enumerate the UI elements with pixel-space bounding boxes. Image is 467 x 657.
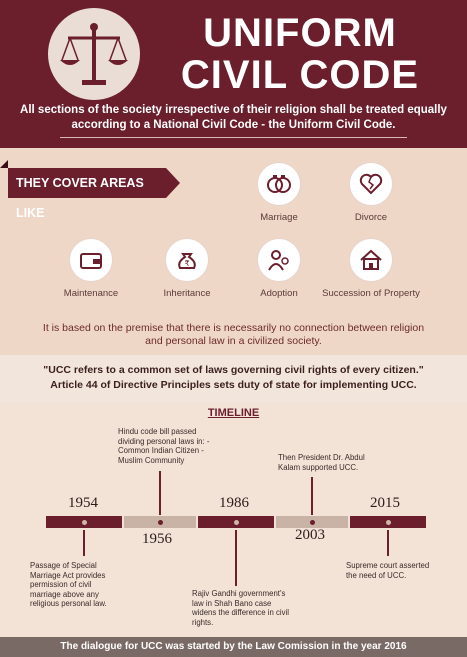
money-bag-icon xyxy=(165,238,209,282)
wallet-icon xyxy=(69,238,113,282)
timeline-dot xyxy=(158,520,163,525)
area-label: Adoption xyxy=(260,288,298,299)
premise-text: It is based on the premise that there is necessarily no connection between religion and personal law in a civilized society. xyxy=(42,322,425,347)
covers-section xyxy=(0,148,467,355)
rings-icon xyxy=(257,162,301,206)
title-line-1: UNIFORM xyxy=(203,11,397,55)
broken-heart-icon xyxy=(349,162,393,206)
quote-section xyxy=(0,355,467,403)
timeline-dot xyxy=(386,520,391,525)
area-label: Maintenance xyxy=(63,288,119,299)
svg-text:₹: ₹ xyxy=(184,259,190,268)
divider xyxy=(60,137,407,138)
year-1986: 1986 xyxy=(219,495,249,511)
banner-fold xyxy=(0,160,8,168)
timeline-title: TIMELINE xyxy=(207,407,260,419)
connector-1986 xyxy=(235,530,237,586)
timeline-dot xyxy=(234,520,239,525)
area-label: Inheritance xyxy=(163,288,211,299)
subtitle: All sections of the society irrespective of their religion shall be treated equally according to a National Civil Code - the Uniform Civil Code. xyxy=(20,104,447,131)
note-2015: Supreme court asserted the need of UCC. xyxy=(346,561,430,580)
area-label: Divorce xyxy=(354,212,388,223)
connector-1956 xyxy=(159,471,161,515)
note-1986: Rajiv Gandhi government's law in Shah Bano case widens the difference in civil rights. xyxy=(192,589,289,627)
area-divorce xyxy=(316,162,426,223)
quote-line-1: "UCC refers to a common set of laws governing civil rights of every citizen." xyxy=(43,364,424,376)
mother-child-icon xyxy=(257,238,301,282)
timeline-section xyxy=(0,403,467,637)
connector-2015 xyxy=(387,530,389,556)
year-1954: 1954 xyxy=(68,495,98,511)
area-succession xyxy=(316,238,426,299)
year-1956: 1956 xyxy=(142,531,172,547)
quote-line-2: Article 44 of Directive Principles sets duty of state for implementing UCC. xyxy=(50,379,417,391)
area-label: Succession of Property xyxy=(322,288,420,299)
header xyxy=(0,0,467,148)
footer: The dialogue for UCC was started by the Law Comission in the year 2016 xyxy=(0,637,467,657)
note-2003: Then President Dr. Abdul Kalam supported UCC. xyxy=(278,453,365,472)
quote-text xyxy=(10,363,457,393)
connector-2003 xyxy=(311,477,313,515)
timeline-dot xyxy=(310,520,315,525)
area-maintenance xyxy=(36,238,146,299)
year-2003: 2003 xyxy=(295,527,325,543)
scales-of-justice-icon xyxy=(48,8,140,100)
connector-1954 xyxy=(83,530,85,556)
year-2015: 2015 xyxy=(370,495,400,511)
house-icon xyxy=(349,238,393,282)
note-1954: Passage of Special Marriage Act provides permission of civil marriage above any religious personal law. xyxy=(30,561,107,608)
page-title xyxy=(150,12,450,96)
title-line-2: CIVIL CODE xyxy=(180,53,420,97)
area-label: Marriage xyxy=(260,212,298,223)
timeline-dot xyxy=(82,520,87,525)
note-1956: Hindu code bill passed dividing personal laws in: - Common Indian Citizen - Muslim Community xyxy=(118,427,210,465)
covers-banner: THEY COVER AREAS LIKE xyxy=(8,168,166,198)
